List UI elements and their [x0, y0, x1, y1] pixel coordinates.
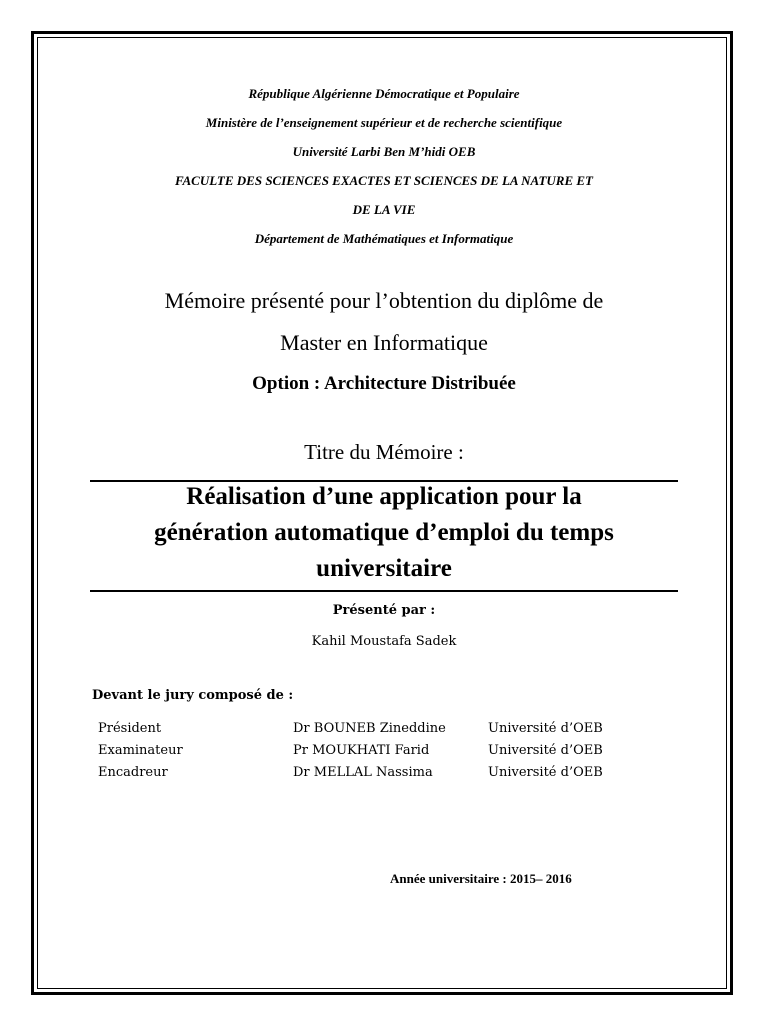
faculte-line-1: FACULTE DES SCIENCES EXACTES ET SCIENCES DE LA NATURE ET: [175, 173, 593, 188]
departement-line: Département de Mathématiques et Informatique: [254, 231, 514, 246]
title-rule-bottom: [90, 590, 678, 592]
ministere-line: Ministère de l’enseignement supérieur et de recherche scientifique: [205, 115, 563, 130]
jury-name: Dr MELLAL Nassima: [293, 765, 433, 780]
title-line-2: génération automatique d’emploi du temps: [154, 519, 614, 546]
title-rule-top: [90, 480, 678, 482]
jury-role: Encadreur: [98, 765, 168, 780]
memoire-line-1: Mémoire présenté pour l’obtention du diplôme de: [164, 288, 604, 313]
jury-name: Dr BOUNEB Zineddine: [293, 721, 446, 736]
jury-role: Président: [98, 721, 162, 736]
faculte-line-2: DE LA VIE: [352, 202, 416, 217]
jury-role: Examinateur: [98, 743, 183, 758]
option-line: Option : Architecture Distribuée: [252, 373, 516, 394]
jury-university: Université d’OEB: [488, 765, 603, 780]
jury-university: Université d’OEB: [488, 743, 603, 758]
universite-line: Université Larbi Ben M’hidi OEB: [292, 144, 476, 159]
jury-name: Pr MOUKHATI Farid: [293, 743, 430, 758]
title-line-1: Réalisation d’une application pour la: [186, 483, 582, 510]
memoire-line-2: Master en Informatique: [280, 330, 488, 355]
jury-heading: Devant le jury composé de :: [92, 688, 294, 703]
author-name: Kahil Moustafa Sadek: [311, 634, 457, 649]
republique-line: République Algérienne Démocratique et Populaire: [248, 86, 520, 101]
annee-universitaire: Année universitaire : 2015– 2016: [390, 871, 572, 886]
jury-university: Université d’OEB: [488, 721, 603, 736]
titre-label: Titre du Mémoire :: [304, 440, 464, 464]
title-line-3: universitaire: [316, 555, 452, 582]
presente-par-label: Présenté par :: [332, 603, 436, 618]
